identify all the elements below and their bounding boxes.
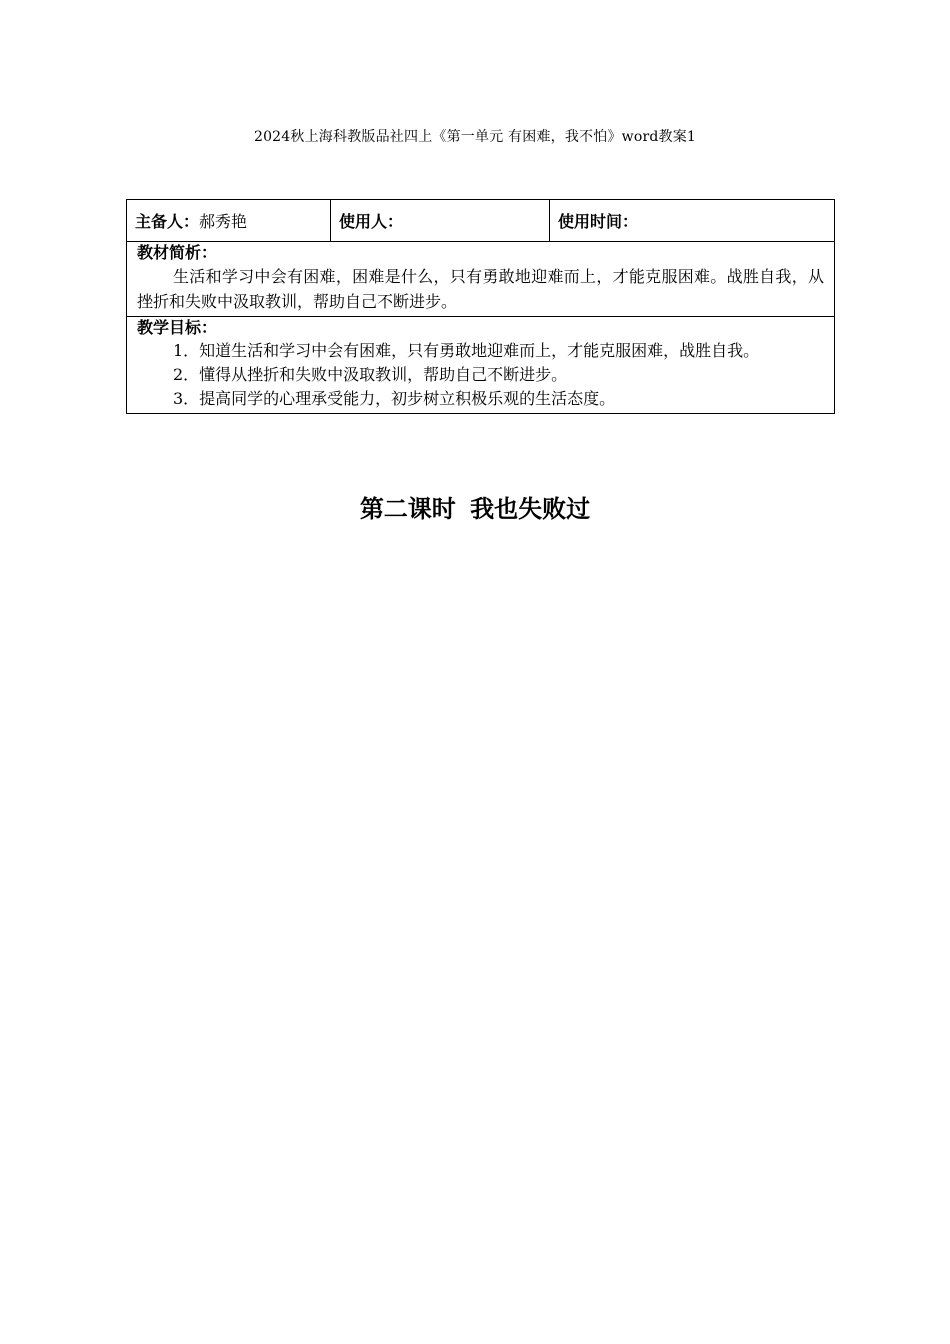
- document-title: 2024秋上海科教版品社四上《第一单元 有困难，我不怕》word教案1: [253, 129, 697, 145]
- time-cell: [550, 200, 835, 242]
- objectives-cell: [127, 317, 835, 414]
- analysis-text: 生活和学习中会有困难，困难是什么，只有勇敢地迎难而上，才能克服困难。战胜自我，从挫折和失败中汲取教训，帮助自己不断进步。: [137, 267, 824, 311]
- header-row: [127, 200, 835, 242]
- objectives-label: 教学目标：: [137, 318, 218, 337]
- analysis-cell: [127, 242, 835, 317]
- user-label: 使用人：: [339, 212, 404, 231]
- objective-item-2: 2．懂得从挫折和失败中汲取教训，帮助自己不断进步。: [173, 365, 568, 384]
- preparer-cell: [127, 200, 331, 242]
- objective-item-3: 3．提高同学的心理承受能力，初步树立积极乐观的生活态度。: [173, 389, 616, 408]
- analysis-label: 教材简析：: [137, 243, 218, 262]
- preparer-label: 主备人：: [135, 212, 200, 231]
- time-label: 使用时间：: [558, 212, 639, 231]
- analysis-row: [127, 242, 835, 317]
- objective-item-1: 1．知道生活和学习中会有困难，只有勇敢地迎难而上，才能克服困难，战胜自我。: [173, 341, 760, 360]
- user-cell: [331, 200, 550, 242]
- objectives-row: [127, 317, 835, 414]
- lesson-info-table: [126, 199, 835, 414]
- lesson-title: 第二课时 我也失败过: [359, 495, 591, 523]
- preparer-value: 郝秀艳: [199, 212, 248, 231]
